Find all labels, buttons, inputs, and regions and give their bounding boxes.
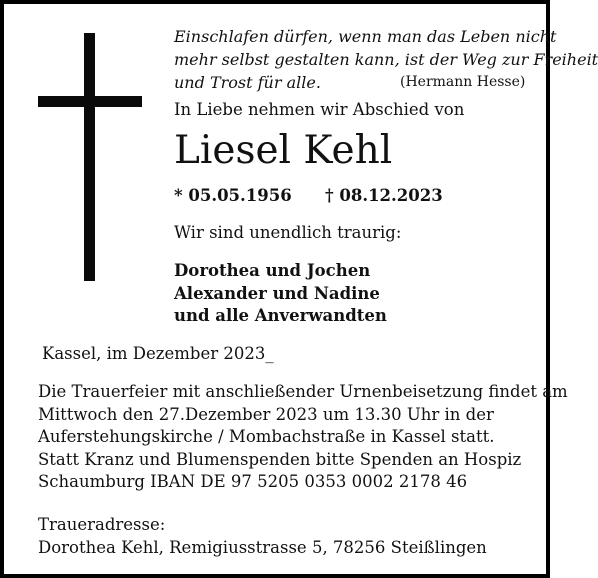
death-date: † 08.12.2023 <box>325 186 443 205</box>
mourner-line: und alle Anverwandten <box>174 306 387 325</box>
quote-line: und Trost für alle. <box>174 73 321 92</box>
service-line: Mittwoch den 27.Dezember 2023 um 13.30 Uhr in der <box>38 404 494 424</box>
funeral-service-info <box>38 381 568 494</box>
quote-author: (Hermann Hesse) <box>400 74 526 90</box>
cross-icon <box>38 33 142 281</box>
mourner-line: Alexander und Nadine <box>174 283 380 303</box>
condolence-address <box>38 514 487 559</box>
quote-line: mehr selbst gestalten kann, ist der Weg zur Freiheit <box>174 50 598 69</box>
farewell-intro: In Liebe nehmen wir Abschied von <box>174 100 465 119</box>
service-line: Statt Kranz und Blumenspenden bitte Spenden an Hospiz <box>38 449 522 469</box>
service-line: Die Trauerfeier mit anschließender Urnenbeisetzung findet am <box>38 382 568 401</box>
cross-horizontal-bar <box>38 96 142 107</box>
mourners-list <box>174 260 387 328</box>
address-label: Traueradresse: <box>38 515 166 534</box>
quote-line: Einschlafen dürfen, wenn man das Leben nicht <box>174 27 557 46</box>
hesse-quote <box>174 25 598 94</box>
cross-vertical-bar <box>84 33 95 281</box>
service-line: Schaumburg IBAN DE 97 5205 0353 0002 2178 46 <box>38 472 468 491</box>
address-value: Dorothea Kehl, Remigiusstrasse 5, 78256 Steißlingen <box>38 537 487 557</box>
deceased-name: Liesel Kehl <box>174 128 393 173</box>
birth-date: * 05.05.1956 <box>174 186 292 205</box>
service-line: Auferstehungskirche / Mombachstraße in Kassel statt. <box>38 427 495 446</box>
sorrow-statement: Wir sind unendlich traurig: <box>174 223 402 242</box>
place-and-date: Kassel, im Dezember 2023_ <box>42 344 274 363</box>
mourner-line: Dorothea und Jochen <box>174 261 371 280</box>
